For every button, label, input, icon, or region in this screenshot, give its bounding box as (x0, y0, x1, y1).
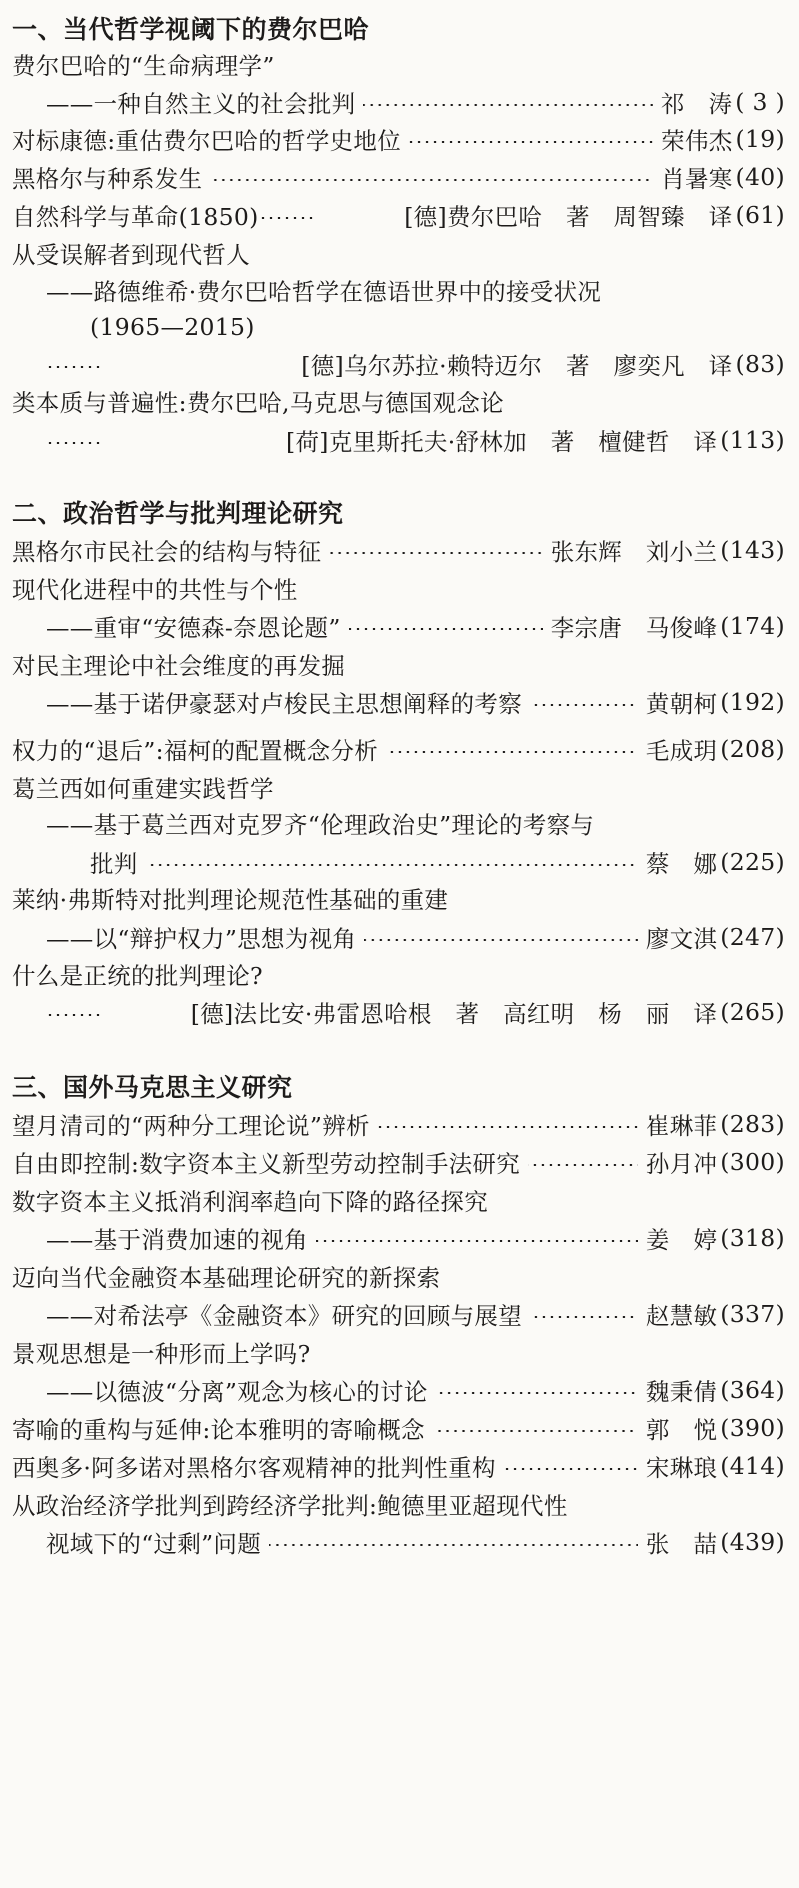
entry-page-number: (192) (720, 688, 785, 716)
entry-author: 廖文淇 (645, 925, 718, 953)
toc-entry-continuation[interactable] (12, 878, 785, 918)
entry-title: 黑格尔与种系发生 (12, 165, 203, 193)
dot-leader (48, 442, 100, 444)
entry-page-number: (318) (720, 1224, 785, 1252)
entry-title: (1965—2015) (90, 313, 255, 341)
dot-leader (364, 939, 638, 941)
entry-page-number: (390) (720, 1414, 785, 1442)
toc-entry[interactable] (12, 530, 785, 570)
section-heading: 三、国外马克思主义研究 (12, 1073, 293, 1102)
entry-author: 黄朝柯 (645, 690, 718, 718)
toc-entry[interactable] (46, 344, 785, 384)
dot-leader (269, 1544, 638, 1546)
entry-title: ——基于葛兰西对克罗齐“伦理政治史”理论的考察与 (46, 811, 595, 839)
toc-entry[interactable] (12, 1142, 785, 1182)
entry-page-number: (283) (720, 1110, 785, 1138)
toc-entry[interactable] (46, 1294, 785, 1334)
dot-leader (530, 1316, 638, 1318)
entry-page-number: (174) (720, 612, 785, 640)
entry-title: ——重审“安德森-奈恩论题” (46, 614, 341, 642)
toc-entry[interactable] (12, 119, 785, 159)
entry-page-number: (19) (735, 125, 785, 153)
toc-entry[interactable] (12, 195, 785, 235)
entry-author: 郭 悦 (645, 1416, 718, 1444)
toc-entry-continuation[interactable] (12, 644, 785, 684)
dot-leader (210, 179, 653, 181)
entry-page-number: (61) (735, 201, 785, 229)
section-heading: 一、当代哲学视阈下的费尔巴哈 (12, 15, 370, 44)
toc-entry-continuation[interactable] (12, 1484, 785, 1524)
dot-leader (528, 1164, 638, 1166)
entry-author: 孙月冲 (645, 1150, 718, 1178)
toc-entry-continuation[interactable] (12, 1256, 785, 1296)
entry-author: 魏秉倩 (645, 1378, 718, 1406)
dot-leader (48, 366, 100, 368)
entry-page-number: (83) (735, 350, 785, 378)
toc-entry[interactable] (46, 606, 785, 646)
toc-entry[interactable] (46, 1218, 785, 1258)
dot-leader (504, 1468, 638, 1470)
toc-entry-continuation[interactable] (12, 233, 785, 273)
entry-author: 崔琳菲 (645, 1112, 718, 1140)
dot-leader (363, 104, 652, 106)
entry-title: ——以“辩护权力”思想为视角 (46, 925, 357, 953)
entry-title: 从政治经济学批判到跨经济学批判:鲍德里亚超现代性 (12, 1492, 568, 1520)
dot-leader (386, 751, 638, 753)
entry-page-number: (208) (720, 735, 785, 763)
entry-page-number: (337) (720, 1300, 785, 1328)
entry-author: 蔡 娜 (645, 850, 718, 878)
entry-author: [荷]克里斯托夫·舒林加 著 檀健哲 译 (285, 428, 718, 456)
dot-leader (349, 628, 543, 630)
dot-leader (261, 217, 313, 219)
toc-entry[interactable] (90, 842, 785, 882)
entry-title: ——基于诺伊豪瑟对卢梭民主思想阐释的考察 (46, 690, 522, 718)
entry-author: [德]费尔巴哈 著 周智臻 译 (404, 203, 733, 231)
toc-entry[interactable] (12, 1408, 785, 1448)
entry-title: ——对希法亭《金融资本》研究的回顾与展望 (46, 1302, 522, 1330)
entry-title: 权力的“退后”:福柯的配置概念分析 (12, 737, 379, 765)
toc-entry-continuation[interactable] (12, 381, 785, 421)
dot-leader (329, 552, 542, 554)
dot-leader (433, 1430, 638, 1432)
entry-title: 对民主理论中社会维度的再发掘 (12, 652, 346, 680)
entry-title: 批判 (90, 850, 138, 878)
toc-entry[interactable] (12, 1104, 785, 1144)
entry-title: 葛兰西如何重建实践哲学 (12, 775, 274, 803)
entry-author: 赵慧敏 (645, 1302, 718, 1330)
toc-entry[interactable] (46, 420, 785, 460)
dot-leader (530, 704, 638, 706)
entry-title: 迈向当代金融资本基础理论研究的新探索 (12, 1264, 441, 1292)
entry-title: 对标康德:重估费尔巴哈的哲学史地位 (12, 127, 402, 155)
entry-title: 自由即控制:数字资本主义新型劳动控制手法研究 (12, 1150, 521, 1178)
entry-author: 肖暑寒 (661, 165, 733, 193)
toc-entry[interactable] (12, 1446, 785, 1486)
entry-author: 荣伟杰 (661, 127, 733, 155)
entry-title: 自然科学与革命(1850) (12, 203, 259, 231)
entry-author: 姜 婷 (645, 1226, 718, 1254)
dot-leader (378, 1126, 638, 1128)
toc-entry[interactable] (12, 729, 785, 769)
toc-entry[interactable] (46, 992, 785, 1032)
entry-page-number: (300) (720, 1148, 785, 1176)
entry-title: 从受误解者到现代哲人 (12, 241, 250, 269)
toc-entry-continuation[interactable] (12, 568, 785, 608)
entry-page-number: (225) (720, 848, 785, 876)
toc-entry[interactable] (46, 82, 785, 122)
toc-entry-continuation[interactable] (90, 307, 785, 347)
toc-entry-continuation[interactable] (12, 767, 785, 807)
entry-page-number: (40) (735, 163, 785, 191)
entry-title: ——基于消费加速的视角 (46, 1226, 308, 1254)
entry-page-number: (265) (720, 998, 785, 1026)
toc-entry-continuation[interactable] (12, 954, 785, 994)
entry-page-number: (364) (720, 1376, 785, 1404)
toc-entry[interactable] (12, 157, 785, 197)
dot-leader (48, 1014, 100, 1016)
entry-page-number: (414) (720, 1452, 785, 1480)
entry-title: 黑格尔市民社会的结构与特征 (12, 538, 322, 566)
entry-page-number: (113) (720, 426, 785, 454)
entry-author: 祁 涛 (660, 90, 733, 118)
toc-entry[interactable] (46, 1522, 785, 1562)
entry-author: [德]法比安·弗雷恩哈根 著 高红明 杨 丽 译 (190, 1000, 718, 1028)
toc-entry-continuation[interactable] (12, 1332, 785, 1372)
entry-title: 寄喻的重构与延伸:论本雅明的寄喻概念 (12, 1416, 425, 1444)
entry-title: 望月清司的“两种分工理论说”辨析 (12, 1112, 370, 1140)
entry-author: 李宗唐 马俊峰 (550, 614, 718, 642)
toc-entry-continuation[interactable] (46, 270, 785, 310)
entry-title: 类本质与普遍性:费尔巴哈,马克思与德国观念论 (12, 389, 504, 417)
entry-author: 宋琳琅 (645, 1454, 718, 1482)
toc-entry-continuation[interactable] (12, 1180, 785, 1220)
toc-entry-continuation[interactable] (12, 44, 785, 84)
dot-leader (146, 864, 638, 866)
entry-page-number: (439) (720, 1528, 785, 1556)
entry-title: 西奥多·阿多诺对黑格尔客观精神的批判性重构 (12, 1454, 496, 1482)
entry-title: 现代化进程中的共性与个性 (12, 576, 298, 604)
entry-author: 毛成玥 (645, 737, 718, 765)
entry-author: 张 喆 (645, 1530, 718, 1558)
entry-title: 什么是正统的批判理论? (12, 962, 263, 990)
dot-leader (409, 141, 653, 143)
entry-title: 费尔巴哈的“生命病理学” (12, 52, 275, 80)
entry-author: [德]乌尔苏拉·赖特迈尔 著 廖奕凡 译 (301, 352, 733, 380)
entry-title: 数字资本主义抵消利润率趋向下降的路径探究 (12, 1188, 488, 1216)
entry-title: 莱纳·弗斯特对批判理论规范性基础的重建 (12, 886, 449, 914)
dot-leader (316, 1240, 638, 1242)
toc-entry[interactable] (46, 682, 785, 722)
entry-title: ——一种自然主义的社会批判 (46, 90, 356, 118)
toc-entry[interactable] (46, 1370, 785, 1410)
entry-title: 景观思想是一种形而上学吗? (12, 1340, 311, 1368)
entry-page-number: (247) (720, 923, 785, 951)
entry-title: ——路德维希·费尔巴哈哲学在德语世界中的接受状况 (46, 278, 602, 306)
dot-leader (436, 1392, 638, 1394)
entry-page-number: ( 3 ) (735, 88, 785, 116)
entry-author: 张东辉 刘小兰 (550, 538, 718, 566)
entry-page-number: (143) (720, 536, 785, 564)
toc-entry-continuation[interactable] (46, 803, 785, 843)
entry-title: 视域下的“过剩”问题 (46, 1530, 262, 1558)
section-heading: 二、政治哲学与批判理论研究 (12, 499, 344, 528)
entry-title: ——以德波“分离”观念为核心的讨论 (46, 1378, 428, 1406)
toc-entry[interactable] (46, 917, 785, 957)
